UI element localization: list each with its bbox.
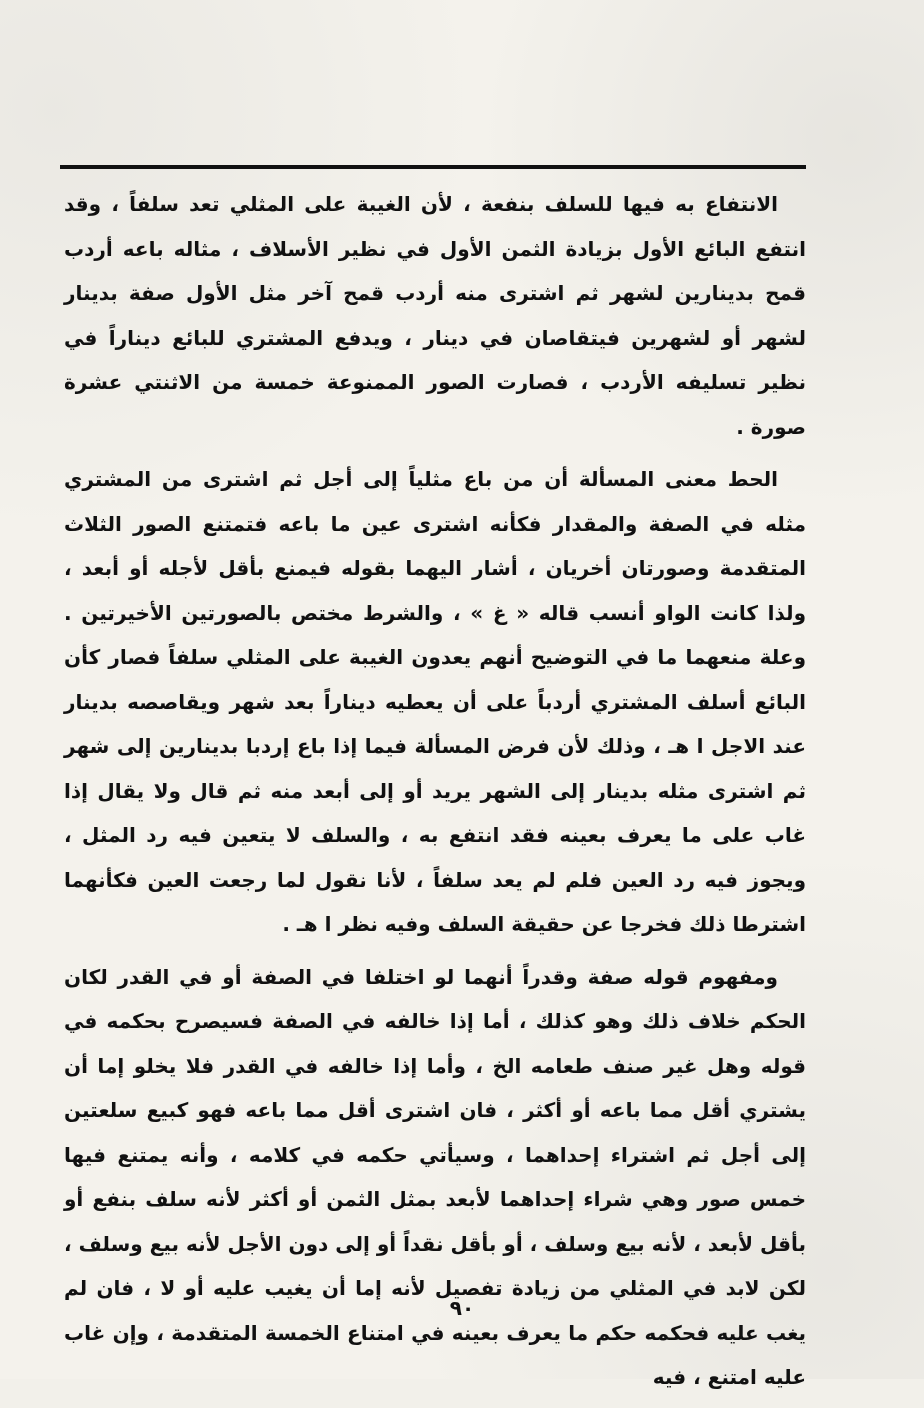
- page-number: ٩٠: [449, 1296, 475, 1320]
- paragraph-2: الحط معنى المسألة أن من باع مثلياً إلى أجل ثم اشترى من المشتري مثله في الصفة والمقدار فكأنه اشترى عين ما باعه فتمتنع الصور الثلاث المتقدمة وصورتان أخريان ، أشار اليهما بقوله فيمنع بأقل لأجله أو أبعد ، ولذا كانت الواو أنسب قاله « غ » ، والشرط مختص بالصورتين الأخيرتين . وعلة منعهما ما في التوضيح أنهم يعدون الغيبة على المثلي سلفاً فصار كأن البائع أسلف المشتري أردباً على أن يعطيه ديناراً بعد شهر ويقاصصه بدينار عند الاجل ا هـ ، وذلك لأن فرض المسألة فيما إذا باع إردبا بدينارين إلى شهر ثم اشترى مثله بدينار إلى الشهر يريد أو إلى أبعد منه ثم قال ولا يقال إذا غاب على ما يعرف بعينه فقد انتفع به ، والسلف لا يتعين فيه رد المثل ، ويجوز فيه رد العين فلم لم يعد سلفاً ، لأنا نقول لما رجعت العين فكأنهما اشترطا ذلك فخرجا عن حقيقة السلف وفيه نظر ا هـ .: [64, 467, 806, 936]
- paragraph-3: ومفهوم قوله صفة وقدراً أنهما لو اختلفا في الصفة أو في القدر لكان الحكم خلاف ذلك وهو كذلك ، أما إذا خالفه في الصفة فسيصرح بحكمه في قوله وهل غير صنف طعامه الخ ، وأما إذا خالفه في القدر فلا يخلو إما أن يشتري أقل مما باعه أو أكثر ، فان اشترى أقل مما باعه فهو كبيع سلعتين إلى أجل ثم اشتراء إحداهما ، وسيأتي حكمه في كلامه ، وأنه يمتنع فيها خمس صور وهي شراء إحداهما لأبعد بمثل الثمن أو أكثر لأنه سلف بنفع أو بأقل لأبعد ، لأنه بيع وسلف ، أو بأقل نقداً أو إلى دون الأجل لأنه بيع وسلف ، لكن لابد في المثلي من زيادة تفصيل لأنه إما أن يغيب عليه أو لا ، فان لم يغب عليه فحكمه حكم ما يعرف بعينه في امتناع الخمسة المتقدمة ، وإن غاب عليه امتنع ، فيه: [64, 964, 806, 1389]
- header-rule: [60, 165, 806, 169]
- body-text: [64, 182, 806, 1408]
- paragraph-1: الانتفاع به فيها للسلف بنفعة ، لأن الغيبة على المثلي تعد سلفاً ، وقد انتفع البائع الأول بزيادة الثمن الأول في نظير الأسلاف ، مثاله باعه أردب قمح بدينارين لشهر ثم اشترى منه أردب قمح آخر مثل الأول صفة بدينار لشهر أو لشهرين فيتقاصان في دينار ، ويدفع المشتري للبائع ديناراً في نظير تسليفه الأردب ، فصارت الصور الممنوعة خمسة من الاثنتي عشرة صورة .: [64, 192, 806, 439]
